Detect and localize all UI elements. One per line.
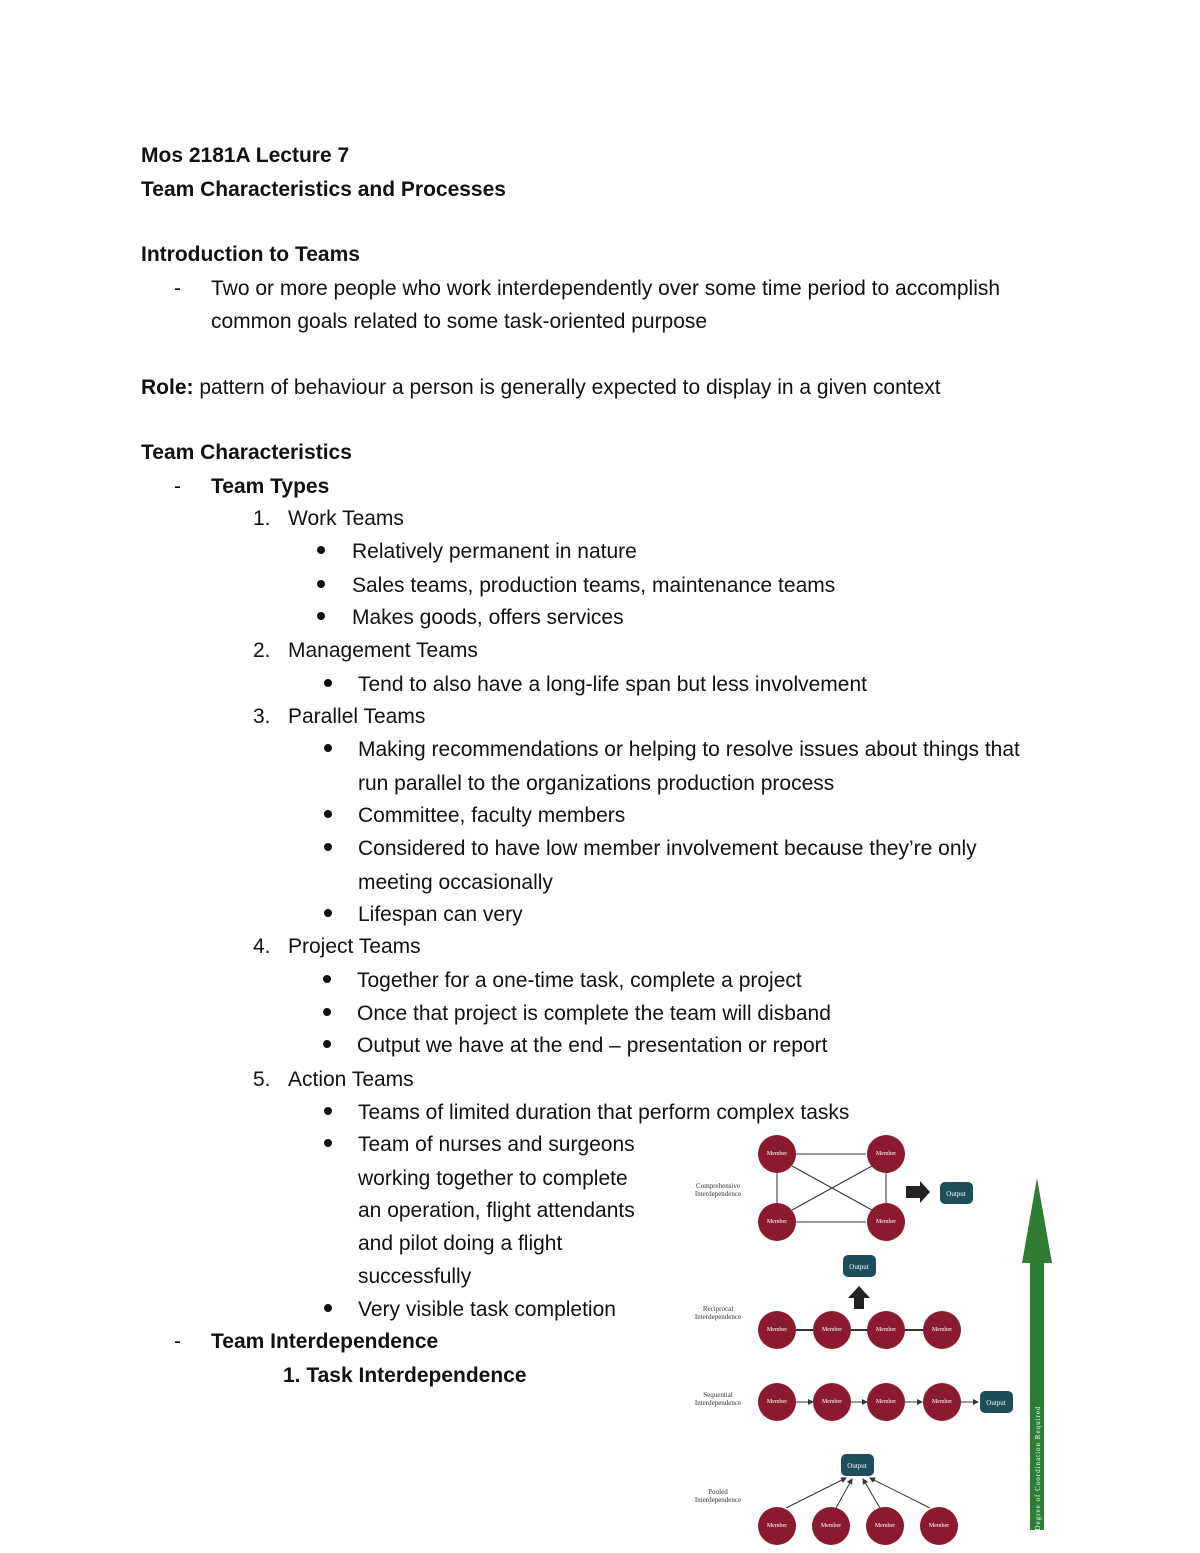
connector (786, 1478, 846, 1508)
list-item-continuation: an operation, flight attendants (358, 1199, 635, 1222)
list-number: 4. (253, 935, 271, 958)
bullet-dot (324, 744, 332, 752)
member-label: Member (875, 1327, 897, 1333)
bullet-dot (317, 546, 325, 554)
role-label: Role: (141, 376, 194, 399)
up-arrow-icon (1022, 1178, 1052, 1263)
list-item: Very visible task completion (358, 1298, 616, 1321)
up-arrow-icon (848, 1286, 870, 1309)
bullet-dot (324, 909, 332, 917)
bullet-dot (324, 843, 332, 851)
list-item: Together for a one-time task, complete a project (357, 969, 802, 992)
member-label: Member (931, 1327, 953, 1333)
diagram-label: Interdependence (694, 1313, 742, 1321)
bullet-dot (317, 580, 325, 588)
list-item: Team of nurses and surgeons (358, 1133, 635, 1156)
output-label: Output (847, 1462, 867, 1470)
list-item: Sales teams, production teams, maintenance teams (352, 574, 836, 597)
reciprocal-group (695, 1255, 961, 1349)
characteristics-heading: Team Characteristics (141, 441, 352, 464)
member-label: Member (766, 1399, 788, 1405)
intro-definition-line1: Two or more people who work interdependently over some time period to accomplish (211, 277, 1001, 300)
lecture-title: Team Characteristics and Processes (141, 178, 506, 201)
member-label: Member (875, 1399, 897, 1405)
list-item: Makes goods, offers services (352, 606, 624, 629)
role-definition (141, 375, 941, 401)
list-item: Once that project is complete the team will disband (357, 1002, 831, 1025)
bullet-dot (323, 975, 331, 983)
member-label: Member (821, 1399, 843, 1405)
diagram-label: Interdependence (694, 1399, 742, 1407)
diagram-label: Comprehensive (696, 1182, 740, 1190)
member-label: Member (875, 1219, 897, 1225)
comprehensive-group (695, 1135, 973, 1241)
connector (870, 1478, 930, 1508)
list-item: Committee, faculty members (358, 804, 626, 827)
team-type-name: Parallel Teams (288, 705, 426, 728)
list-item: Making recommendations or helping to resolve issues about things that (358, 738, 1020, 761)
diagram-label: Interdependence (694, 1496, 742, 1504)
list-item-continuation: successfully (358, 1265, 472, 1288)
role-text: pattern of behaviour a person is generally expected to display in a given context (199, 376, 941, 399)
team-type-name: Management Teams (288, 639, 478, 662)
dash-bullet: - (174, 475, 181, 498)
team-type-name: Action Teams (288, 1068, 414, 1091)
connector (863, 1479, 880, 1508)
diagram-label: Sequential (703, 1391, 733, 1399)
intro-definition-line2: common goals related to some task-oriented purpose (211, 310, 708, 333)
list-number: 1. (253, 507, 271, 530)
list-item: Lifespan can very (358, 903, 523, 926)
bullet-dot (324, 679, 332, 687)
sequential-group (695, 1383, 1013, 1421)
output-label: Output (986, 1399, 1006, 1407)
member-label: Member (766, 1151, 788, 1157)
member-label: Member (766, 1219, 788, 1225)
list-number: 5. (253, 1068, 271, 1091)
list-item-continuation: meeting occasionally (358, 871, 553, 894)
list-number: 2. (253, 639, 271, 662)
diagram-label: Interdependence (694, 1190, 742, 1198)
member-label: Member (821, 1327, 843, 1333)
member-label: Member (766, 1523, 788, 1529)
member-label: Member (875, 1151, 897, 1157)
team-type-name: Project Teams (288, 935, 421, 958)
list-number: 3. (253, 705, 271, 728)
output-label: Output (946, 1190, 966, 1198)
dash-bullet: - (174, 277, 181, 300)
team-types-label: Team Types (211, 475, 330, 498)
member-label: Member (820, 1523, 842, 1529)
coordination-arrow (1022, 1178, 1052, 1530)
list-item: Tend to also have a long-life span but less involvement (358, 673, 867, 696)
interdependence-label: Team Interdependence (211, 1330, 439, 1353)
pooled-group (695, 1454, 958, 1545)
member-label: Member (766, 1327, 788, 1333)
member-label: Member (874, 1523, 896, 1529)
member-label: Member (928, 1523, 950, 1529)
list-item-continuation: and pilot doing a flight (358, 1232, 563, 1255)
list-item: Considered to have low member involvement because they’re only (358, 837, 977, 860)
diagram-label: Reciprocal (702, 1305, 734, 1313)
list-item: Relatively permanent in nature (352, 540, 637, 563)
member-label: Member (931, 1399, 953, 1405)
bullet-dot (324, 1139, 332, 1147)
list-item-continuation: working together to complete (358, 1167, 628, 1190)
bullet-dot (317, 612, 325, 620)
bullet-dot (323, 1008, 331, 1016)
output-arrow-icon (906, 1181, 930, 1203)
intro-heading: Introduction to Teams (141, 243, 360, 266)
axis-label: Degree of Coordination Required (1034, 1405, 1042, 1531)
task-interdependence-label: 1. Task Interdependence (283, 1364, 527, 1387)
course-title: Mos 2181A Lecture 7 (141, 144, 350, 167)
bullet-dot (324, 1107, 332, 1115)
interdependence-diagram (680, 1128, 1040, 1550)
dash-bullet: - (174, 1330, 181, 1353)
diagram-label: Pooled (708, 1488, 728, 1496)
list-item: Teams of limited duration that perform complex tasks (358, 1101, 850, 1124)
bullet-dot (324, 1304, 332, 1312)
bullet-dot (324, 810, 332, 818)
list-item-continuation: run parallel to the organizations production process (358, 772, 835, 795)
connector (836, 1479, 852, 1508)
output-label: Output (849, 1263, 869, 1271)
team-type-name: Work Teams (288, 507, 404, 530)
list-item: Output we have at the end – presentation or report (357, 1034, 828, 1057)
bullet-dot (323, 1040, 331, 1048)
